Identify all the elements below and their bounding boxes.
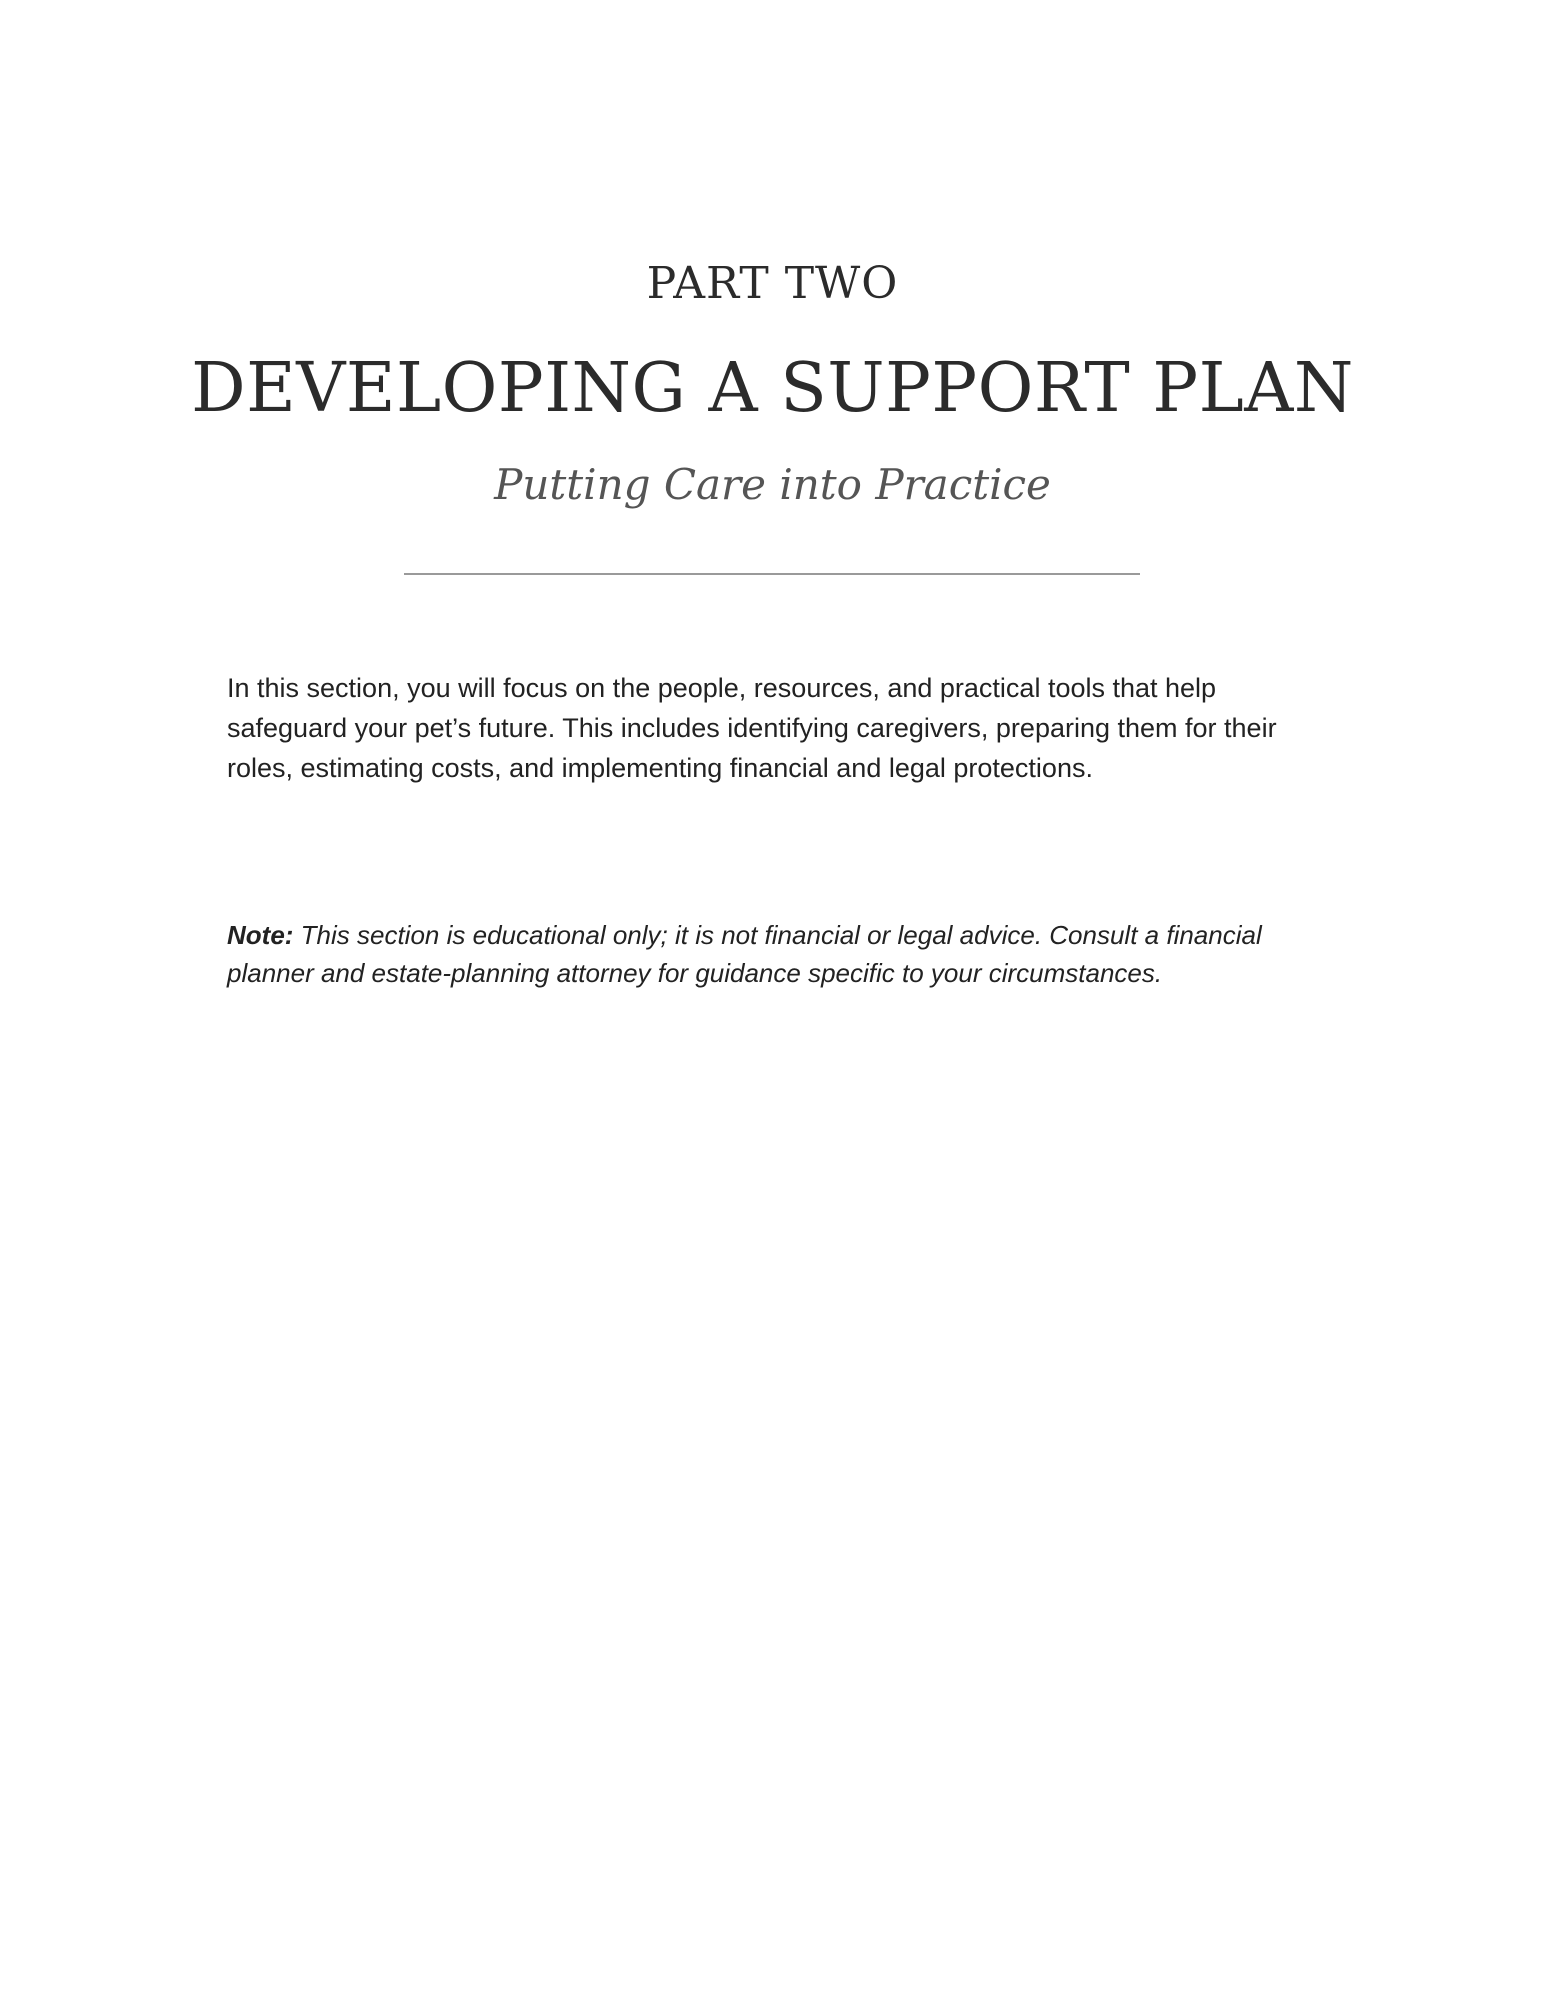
note-label: Note: xyxy=(227,920,294,950)
note-text: This section is educational only; it is not financial or legal advice. Consult a financial planner and estate-planning attorney for guidance specific to your circumstances. xyxy=(227,920,1262,988)
page-subtitle: Putting Care into Practice xyxy=(494,460,1051,509)
intro-paragraph: In this section, you will focus on the people, resources, and practical tools that help safeguard your pet’s future. This includes identifying caregivers, preparing them for their roles, estimating costs, and implementing financial and legal protections. xyxy=(227,673,1277,783)
section-divider xyxy=(404,573,1140,575)
page-title: DEVELOPING A SUPPORT PLAN xyxy=(191,349,1354,428)
disclaimer-note xyxy=(227,916,1327,992)
part-label: PART TWO xyxy=(646,258,899,309)
